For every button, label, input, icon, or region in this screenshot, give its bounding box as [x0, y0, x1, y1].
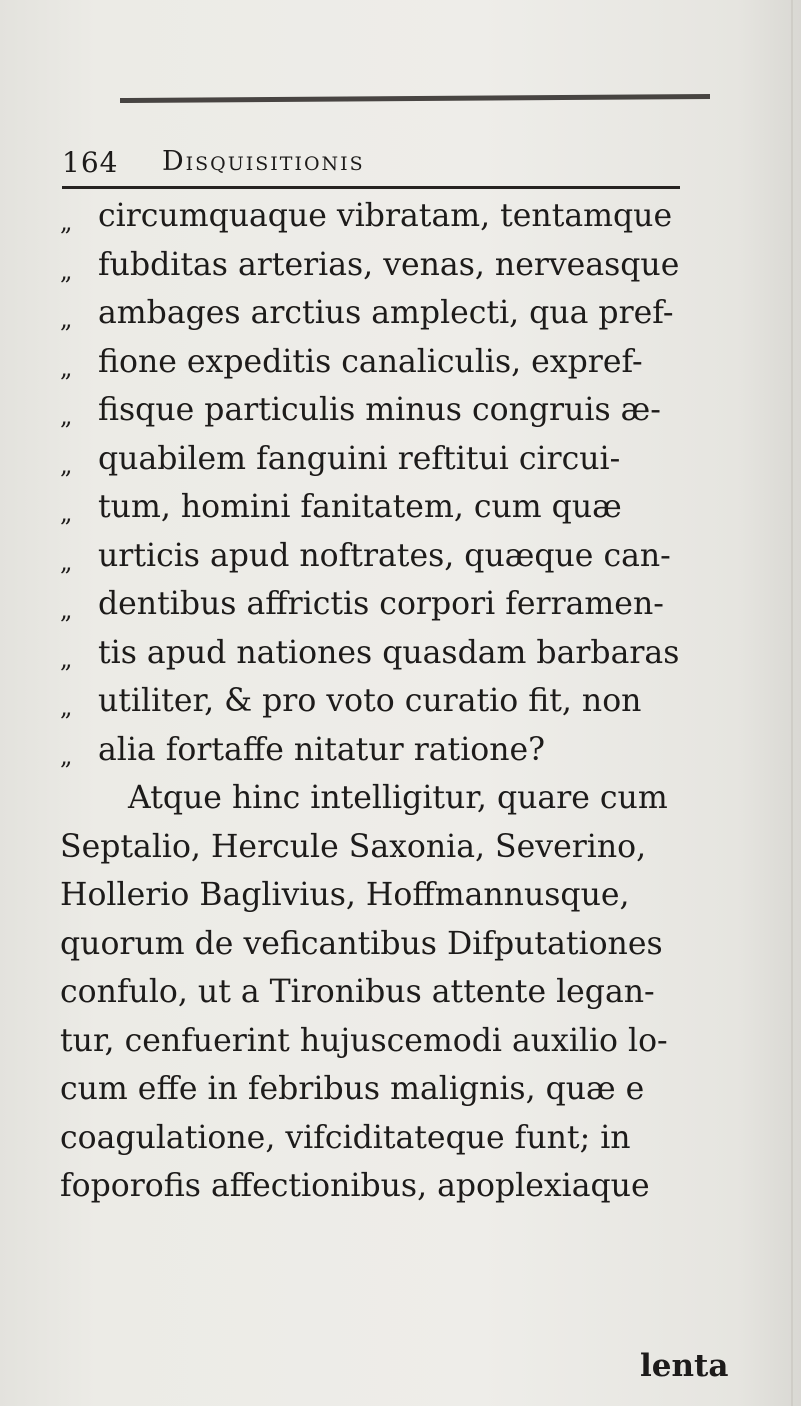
catchword: lenta — [640, 1348, 729, 1384]
quoted-line — [60, 289, 790, 338]
quoted-line — [60, 629, 790, 678]
line-text: tum, homini fanitatem, cum quæ — [98, 489, 622, 525]
header-rule — [62, 186, 680, 189]
line-text: circumquaque vibratam, tentamque — [98, 198, 673, 234]
line-text: Septalio, Hercule Saxonia, Severino, — [60, 828, 647, 865]
line-text: urticis apud noftrates, quæque can- — [98, 537, 671, 574]
quote-mark: „ — [60, 693, 73, 721]
paragraph-line — [60, 1114, 790, 1163]
line-text: fione expeditis canaliculis, expref- — [98, 343, 643, 380]
line-text: fisque particulis minus congruis æ- — [98, 392, 661, 428]
paragraph-line — [60, 968, 790, 1017]
paragraph-line — [60, 774, 790, 823]
quoted-line — [60, 677, 790, 726]
quoted-line — [60, 580, 790, 629]
line-text: tis apud nationes quasdam barbaras — [98, 634, 680, 671]
line-text: foporofis affectionibus, apoplexiaque — [60, 1168, 650, 1204]
line-text: quabilem fanguini reftitui circui- — [98, 440, 621, 477]
quote-mark: „ — [60, 353, 73, 382]
line-text: ambages arctius amplecti, qua pref- — [98, 295, 674, 331]
line-text: dentibus affrictis corpori ferramen- — [98, 586, 664, 622]
quoted-line — [60, 192, 790, 241]
paragraph-line — [60, 920, 790, 969]
quoted-line — [60, 726, 790, 775]
quoted-line — [60, 483, 790, 532]
quote-mark: „ — [60, 256, 73, 285]
quoted-line — [60, 386, 790, 435]
top-border-rule — [120, 94, 710, 103]
paragraph-line — [60, 1017, 790, 1066]
running-head: Disquisitionis — [162, 146, 365, 177]
line-text: Hollerio Baglivius, Hoffmannusque, — [60, 877, 630, 913]
line-text: tur, cenfuerint hujuscemodi auxilio lo- — [60, 1022, 668, 1059]
line-text: cum effe in febribus malignis, quæ e — [60, 1071, 645, 1107]
line-text: utiliter, & pro voto curatio fit, non — [98, 683, 642, 719]
line-text: fubditas arterias, venas, nerveasque — [98, 246, 680, 283]
paragraph-line — [60, 823, 790, 872]
quoted-line — [60, 241, 790, 290]
quote-mark: „ — [60, 450, 73, 479]
quote-mark: „ — [60, 499, 73, 527]
body-text — [60, 192, 790, 1211]
paragraph-line — [60, 1065, 790, 1114]
page-edge — [791, 0, 793, 1406]
line-text: alia fortaffe nitatur ratione? — [98, 731, 546, 768]
paragraph-line — [60, 1162, 790, 1211]
quoted-line — [60, 338, 790, 387]
page-header — [62, 146, 680, 184]
quote-mark: „ — [60, 305, 73, 333]
paragraph-line — [60, 871, 790, 920]
line-text: confulo, ut a Tironibus attente legan- — [60, 974, 655, 1010]
line-text: coagulatione, vifciditateque funt; in — [60, 1119, 631, 1156]
line-text: Atque hinc intelligitur, quare cum — [128, 780, 668, 816]
quote-mark: „ — [60, 644, 73, 673]
quote-mark: „ — [60, 402, 73, 430]
page-number: 164 — [62, 146, 119, 179]
quote-mark: „ — [60, 596, 73, 624]
quoted-line — [60, 435, 790, 484]
quote-mark: „ — [60, 208, 73, 236]
quoted-line — [60, 532, 790, 581]
quote-mark: „ — [60, 741, 73, 770]
quote-mark: „ — [60, 547, 73, 576]
line-text: quorum de veficantibus Difputationes — [60, 925, 663, 962]
